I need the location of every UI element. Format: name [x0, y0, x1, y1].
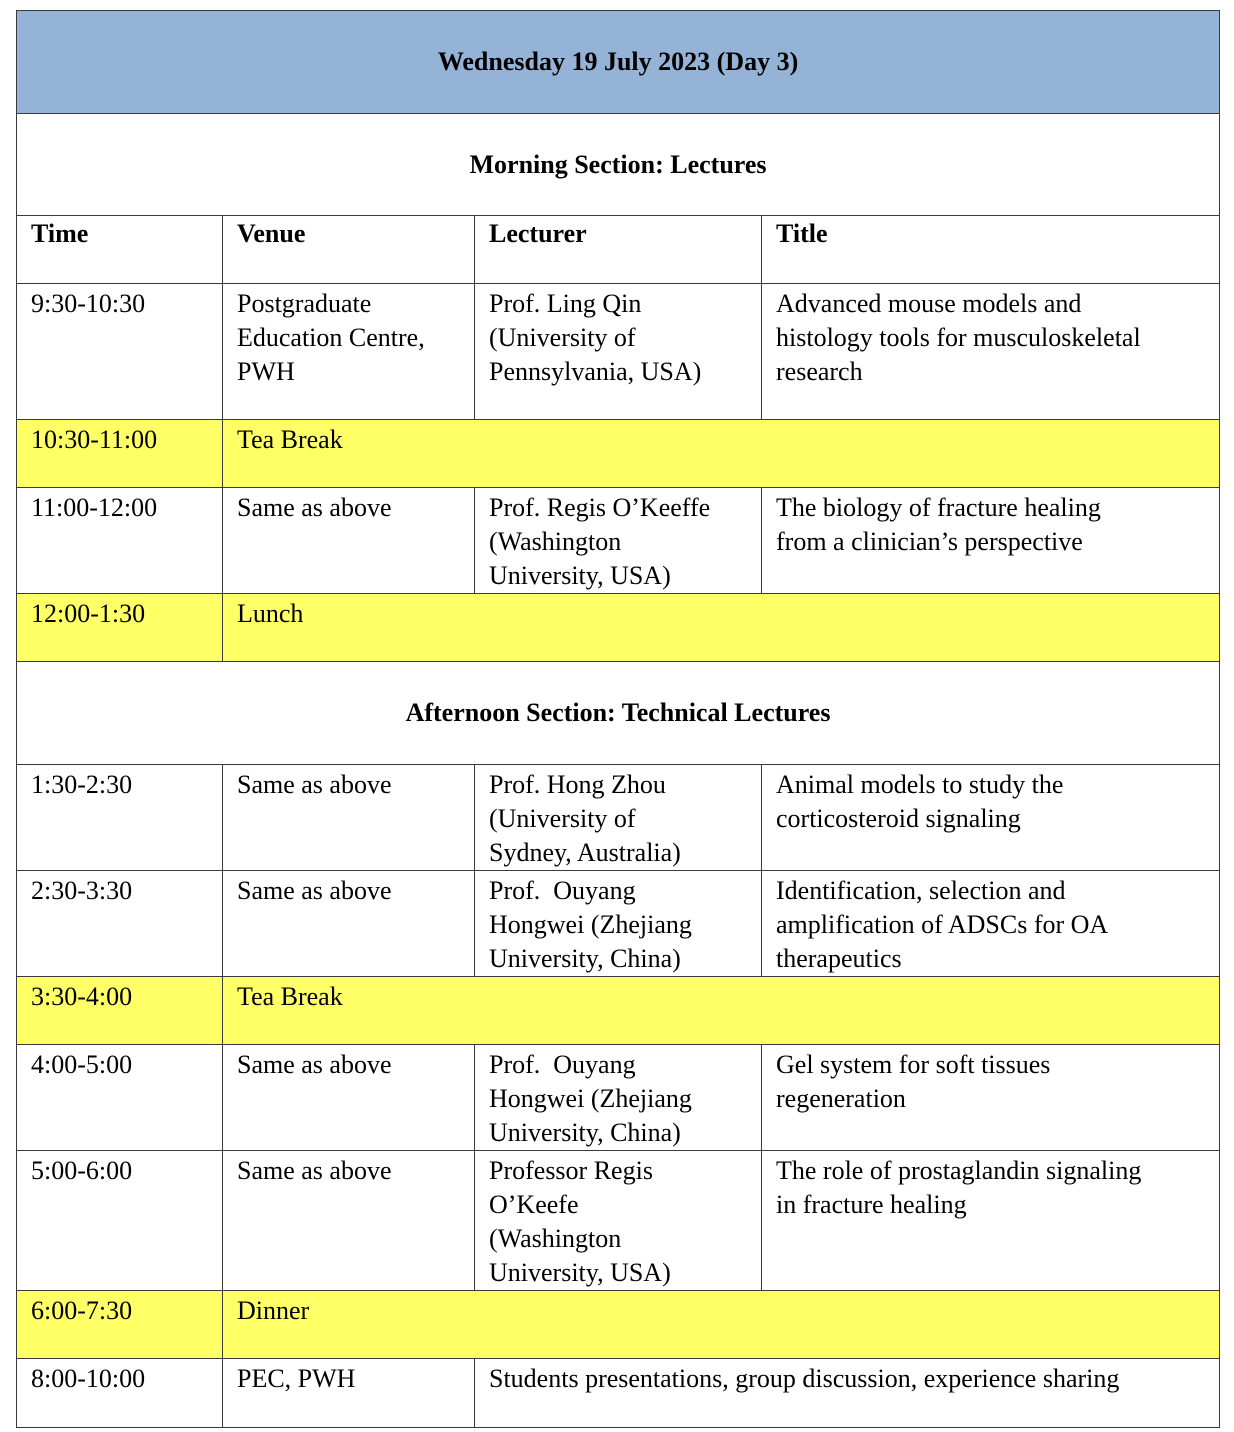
table-row	[17, 1045, 1220, 1151]
venue-cell: Same as above	[223, 1151, 475, 1291]
table-row	[17, 1151, 1220, 1291]
title-cell: Animal models to study the corticosteroid signaling	[762, 765, 1220, 871]
venue-cell: Same as above	[223, 765, 475, 871]
title-cell: The biology of fracture healing from a clinician’s perspective	[762, 488, 1220, 594]
break-label: Dinner	[223, 1291, 1220, 1359]
lecturer-cell: Prof. Hong Zhou (University of Sydney, Australia)	[475, 765, 762, 871]
break-label: Tea Break	[223, 977, 1220, 1045]
title-cell: The role of prostaglandin signaling in fracture healing	[762, 1151, 1220, 1291]
lecturer-cell: Professor Regis O’Keefe (Washington University, USA)	[475, 1151, 762, 1291]
title-cell: Gel system for soft tissues regeneration	[762, 1045, 1220, 1151]
afternoon-section-row	[17, 662, 1220, 765]
break-row	[17, 594, 1220, 662]
venue-cell: Same as above	[223, 871, 475, 977]
lecturer-cell: Prof. Regis O’Keeffe (Washington University, USA)	[475, 488, 762, 594]
time-cell: 10:30-11:00	[17, 420, 223, 488]
break-label: Lunch	[223, 594, 1220, 662]
lecturer-cell: Prof. Ouyang Hongwei (Zhejiang University, China)	[475, 871, 762, 977]
break-label: Tea Break	[223, 420, 1220, 488]
time-cell: 4:00-5:00	[17, 1045, 223, 1151]
table-row	[17, 1359, 1220, 1428]
break-row	[17, 1291, 1220, 1359]
table-row	[17, 765, 1220, 871]
break-row	[17, 420, 1220, 488]
venue-cell: Same as above	[223, 488, 475, 594]
activity-cell: Students presentations, group discussion, experience sharing	[475, 1359, 1220, 1428]
morning-section-row	[17, 114, 1220, 216]
time-cell: 9:30-10:30	[17, 284, 223, 420]
title-cell: Advanced mouse models and histology tools for musculoskeletal research	[762, 284, 1220, 420]
column-header-lecturer: Lecturer	[475, 216, 762, 284]
column-header-row	[17, 216, 1220, 284]
lecturer-cell: Prof. Ling Qin (University of Pennsylvania, USA)	[475, 284, 762, 420]
title-cell: Identification, selection and amplification of ADSCs for OA therapeutics	[762, 871, 1220, 977]
time-cell: 1:30-2:30	[17, 765, 223, 871]
afternoon-section-title: Afternoon Section: Technical Lectures	[17, 662, 1220, 765]
table-row	[17, 488, 1220, 594]
day-header-row	[17, 11, 1220, 114]
time-cell: 12:00-1:30	[17, 594, 223, 662]
time-cell: 6:00-7:30	[17, 1291, 223, 1359]
schedule-table	[16, 10, 1220, 1428]
column-header-title: Title	[762, 216, 1220, 284]
time-cell: 11:00-12:00	[17, 488, 223, 594]
column-header-venue: Venue	[223, 216, 475, 284]
morning-section-title: Morning Section: Lectures	[17, 114, 1220, 216]
venue-cell: Postgraduate Education Centre, PWH	[223, 284, 475, 420]
time-cell: 5:00-6:00	[17, 1151, 223, 1291]
time-cell: 2:30-3:30	[17, 871, 223, 977]
table-row	[17, 284, 1220, 420]
day-title: Wednesday 19 July 2023 (Day 3)	[17, 11, 1220, 114]
venue-cell: PEC, PWH	[223, 1359, 475, 1428]
column-header-time: Time	[17, 216, 223, 284]
lecturer-cell: Prof. Ouyang Hongwei (Zhejiang University, China)	[475, 1045, 762, 1151]
table-row	[17, 871, 1220, 977]
venue-cell: Same as above	[223, 1045, 475, 1151]
time-cell: 3:30-4:00	[17, 977, 223, 1045]
time-cell: 8:00-10:00	[17, 1359, 223, 1428]
break-row	[17, 977, 1220, 1045]
